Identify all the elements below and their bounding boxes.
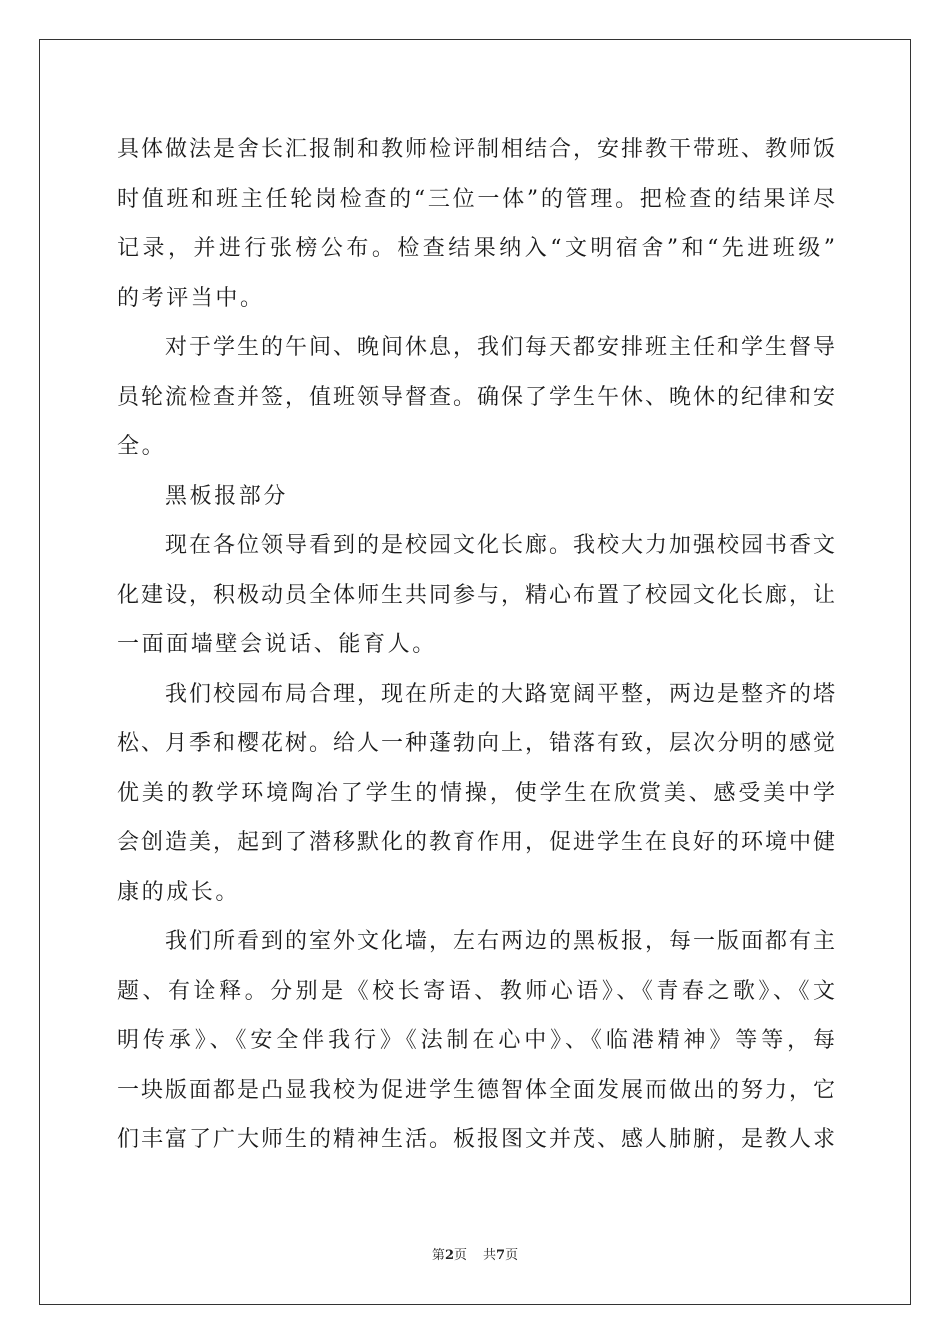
- footer-page-suffix: 页: [453, 1248, 467, 1263]
- text-line: 康的成长。: [117, 879, 241, 905]
- text-line: 明传承》、《安全伴我行》《法制在心中》、《临港精神》等等，每: [117, 1028, 835, 1053]
- footer-page-number: 2: [444, 1248, 454, 1263]
- text-line: 时值班和班主任轮岗检查的“三位一体”的管理。把检查的结果详尽: [117, 186, 835, 212]
- text-line: 我们校园布局合理，现在所走的大路宽阔平整，两边是整齐的塔: [165, 681, 835, 707]
- text-line: 现在各位领导看到的是校园文化长廊。我校大力加强校园书香文: [165, 533, 835, 558]
- footer-page-prefix: 第: [431, 1248, 445, 1263]
- text-line: 题、有诠释。分别是《校长寄语、教师心语》、《青春之歌》、《文: [117, 978, 835, 1004]
- footer-total-suffix: 页: [505, 1248, 519, 1263]
- text-line: 一块版面都是凸显我校为促进学生德智体全面发展而做出的努力，它: [117, 1077, 835, 1103]
- text-line: 员轮流检查并签，值班领导督查。确保了学生午休、晚休的纪律和安: [117, 384, 835, 410]
- text-line: 们丰富了广大师生的精神生活。板报图文并茂、感人肺腑，是教人求: [117, 1127, 835, 1152]
- text-line: 优美的教学环境陶冶了学生的情操，使学生在欣赏美、感受美中学: [117, 780, 835, 806]
- text-line: 化建设，积极动员全体师生共同参与，精心布置了校园文化长廊，让: [117, 582, 835, 608]
- text-line: 对于学生的午间、晚间休息，我们每天都安排班主任和学生督导: [165, 335, 835, 360]
- document-body: [117, 125, 835, 1165]
- text-line: 会创造美，起到了潜移默化的教育作用，促进学生在良好的环境中健: [117, 830, 835, 855]
- text-line: 记录，并进行张榜公布。检查结果纳入“文明宿舍”和“先进班级”: [117, 236, 835, 261]
- page-footer: [0, 1244, 950, 1263]
- text-line: 一面面墙壁会说话、能育人。: [117, 632, 437, 657]
- text-line: 松、月季和樱花树。给人一种蓬勃向上，错落有致，层次分明的感觉: [117, 731, 835, 756]
- footer-total-prefix: 共: [483, 1248, 497, 1263]
- footer-total-pages: 7: [496, 1248, 506, 1263]
- text-line: 我们所看到的室外文化墙，左右两边的黑板报，每一版面都有主: [165, 929, 835, 954]
- text-line: 具体做法是舍长汇报制和教师检评制相结合，安排教干带班、教师饭: [117, 137, 835, 162]
- text-line: 全。: [117, 434, 167, 459]
- text-line: 黑板报部分: [165, 483, 289, 509]
- text-line: 的考评当中。: [117, 285, 265, 311]
